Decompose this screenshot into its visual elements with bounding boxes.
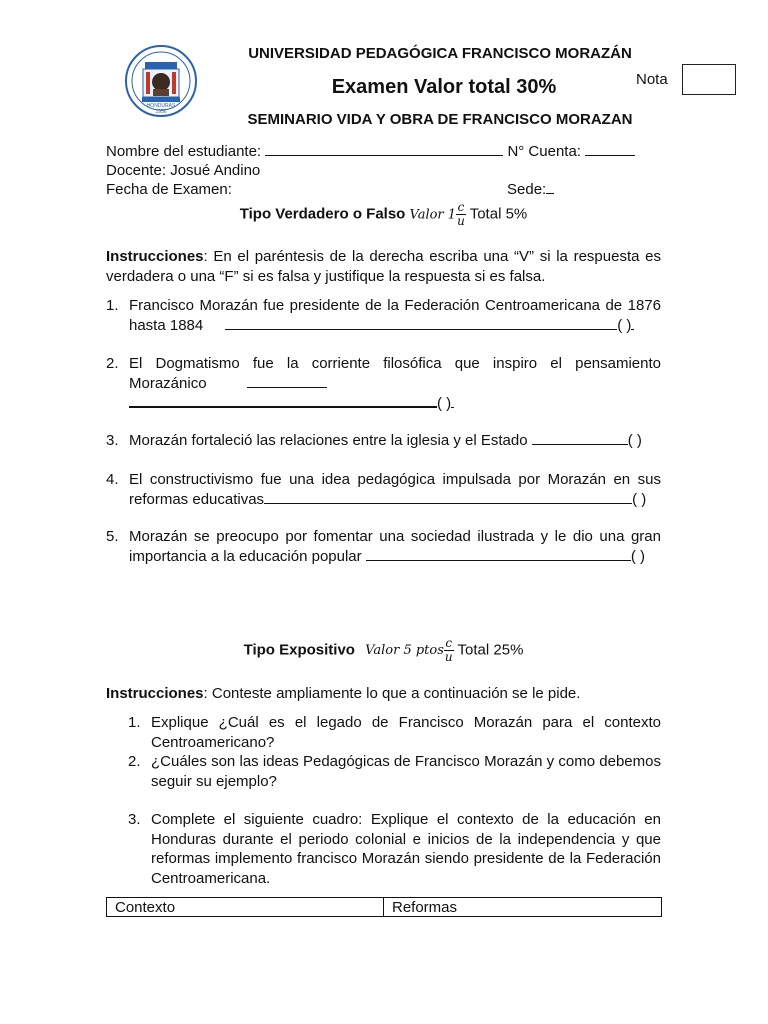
section1-total: Total 5% xyxy=(469,205,528,223)
section1-header xyxy=(106,201,661,228)
tf-item-1: 1. Francisco Morazán fue presidente de la Federación Centroamericana de 1876 hasta 1884 ( ) xyxy=(106,297,661,334)
university-seal-logo xyxy=(125,45,197,117)
fecha-label: Fecha de Examen: xyxy=(106,181,232,198)
logo-year: 1956 xyxy=(155,109,167,115)
docente-text: Docente: Josué Andino xyxy=(106,162,261,179)
tf-answer-line-4[interactable] xyxy=(264,490,632,504)
section1-instructions: Instrucciones: En el paréntesis de la derecha escriba una “V” si la respuesta es verdadera o una “F” si es falsa y justifique la respuesta si es falsa. xyxy=(106,248,661,285)
university-name: UNIVERSIDAD PEDAGÓGICA FRANCISCO MORAZÁN xyxy=(248,45,632,62)
sede-label: Sede: xyxy=(507,181,547,198)
tf-answer-line-5[interactable] xyxy=(366,547,631,561)
nota-label: Nota xyxy=(636,71,668,88)
exam-title: Examen Valor total 30% xyxy=(331,76,557,98)
tf-answer-line-2b[interactable] xyxy=(129,393,437,408)
section2-instructions: Instrucciones: Conteste ampliamente lo que a continuación se le pide. xyxy=(106,685,581,702)
sede-field[interactable] xyxy=(546,180,554,194)
tf-item-3: 3. Morazán fortaleció las relaciones entre la iglesia y el Estado ( ) xyxy=(106,432,642,449)
table-header-row xyxy=(107,898,662,917)
tf-answer-line-1[interactable] xyxy=(225,316,617,330)
student-name-label: Nombre del estudiante: xyxy=(106,143,262,160)
section2-header xyxy=(106,637,661,664)
table-header-contexto: Contexto xyxy=(107,898,384,917)
section2-title: Tipo Expositivo xyxy=(243,641,355,659)
tf-item-5: 5. Morazán se preocupo por fomentar una sociedad ilustrada y le dio una gran importancia a la educación popular ( ) xyxy=(106,528,661,565)
student-name-field[interactable] xyxy=(265,142,503,156)
context-reforms-table xyxy=(106,897,662,917)
table-header-reformas: Reformas xyxy=(384,898,662,917)
section2-fraction: $\frac{c}{u}$ xyxy=(444,636,453,664)
tf-answer-line-3[interactable] xyxy=(532,431,628,445)
logo-text: HONDURAS xyxy=(146,103,176,109)
cuenta-field[interactable] xyxy=(585,142,635,156)
section1-fraction: $\frac{c}{u}$ xyxy=(457,200,465,228)
student-name-row xyxy=(106,142,666,161)
tf-item-2: 2. El Dogmatismo fue la corriente filosófica que inspiro el pensamiento Morazánico ( ) xyxy=(106,355,661,412)
tf-answer-line-2a[interactable] xyxy=(247,374,327,388)
tf-item-4: 4. El constructivismo fue una idea pedagógica impulsada por Morazán en sus reformas educativas ( ) xyxy=(106,471,661,508)
section2-total: Total 25% xyxy=(457,641,524,659)
section1-valor: Valor 1 xyxy=(409,207,457,223)
nota-box[interactable] xyxy=(682,64,736,95)
sede-row xyxy=(507,180,554,199)
section2-valor: Valor 5 ptos xyxy=(365,643,444,659)
cuenta-label: N° Cuenta: xyxy=(507,143,581,160)
section1-title: Tipo Verdadero o Falso xyxy=(239,205,406,223)
course-name: SEMINARIO VIDA Y OBRA DE FRANCISCO MORAZAN xyxy=(247,111,633,128)
